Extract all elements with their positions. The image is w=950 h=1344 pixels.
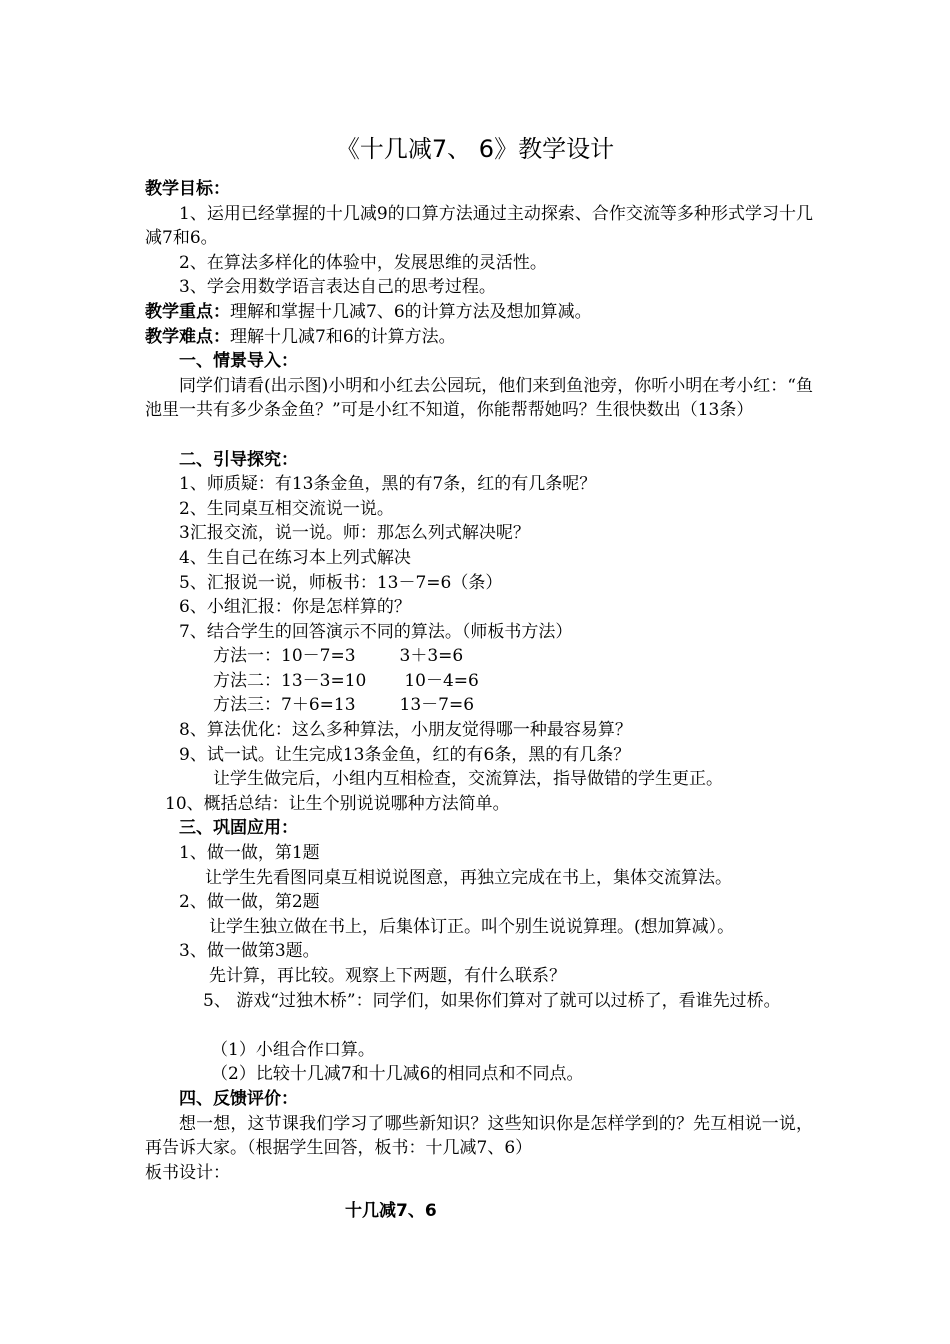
section1-text: 同学们请看(出示图)小明和小红去公园玩，他们来到鱼池旁，你听小明在考小红：“鱼池里一共有多少条金鱼？”可是小红不知道，你能帮帮她吗？生很快数出（13条） xyxy=(145,375,813,421)
section2-item-4: 4、生自己在练习本上列式解决 xyxy=(179,547,411,568)
section2-item-8: 8、算法优化：这么多种算法，小朋友觉得哪一种最容易算？ xyxy=(179,720,632,741)
key-point xyxy=(145,300,813,325)
exercise-3: 3、做一做第3题。 xyxy=(179,941,320,962)
section2-item-2: 2、生同桌互相交流说一说。 xyxy=(179,498,394,519)
exercise-3-note: 先计算，再比较。观察上下两题，有什么联系？ xyxy=(209,966,566,987)
section4-heading: 四、反馈评价： xyxy=(179,1088,298,1109)
board-design-title: 十几减7、6 xyxy=(345,1201,437,1221)
difficulty-text: 理解十几减7和6的计算方法。 xyxy=(230,326,456,347)
section1-heading: 一、情景导入： xyxy=(179,351,298,372)
section4-text: 想一想，这节课我们学习了哪些新知识？这些知识你是怎样学到的？先互相说一说，再告诉大家。（根据学生回答，板书：十几减7、6） xyxy=(145,1113,813,1159)
method-2-first: 方法二：13－3=10 xyxy=(213,670,367,691)
game-sub-1: （1）小组合作口算。 xyxy=(211,1039,375,1060)
section2-item-5: 5、汇报说一说，师板书：13－7=6（条） xyxy=(179,572,503,593)
key-point-label: 教学重点： xyxy=(145,301,230,322)
method-2 xyxy=(145,669,813,694)
section2-item-9: 9、试一试。让生完成13条金鱼，红的有6条，黑的有几条？ xyxy=(179,744,631,765)
objectives-heading: 教学目标： xyxy=(145,179,230,199)
section2-item-6: 6、小组汇报：你是怎样算的？ xyxy=(179,597,411,618)
method-3 xyxy=(145,693,813,718)
exercise-1: 1、做一做，第1题 xyxy=(179,843,320,864)
exercise-2-note: 让学生独立做在书上，后集体订正。叫个别生说说算理。(想加算减）。 xyxy=(209,916,735,937)
difficulty-label: 教学难点： xyxy=(145,326,230,347)
section3-heading: 三、巩固应用： xyxy=(179,818,298,839)
method-1 xyxy=(145,644,813,669)
method-1-second: 3＋3=6 xyxy=(399,646,464,667)
objective-item-1: 1、运用已经掌握的十几减9的口算方法通过主动探索、合作交流等多种形式学习十几减7和6。 xyxy=(145,203,813,249)
document-title: 《十几减7、 6》教学设计 xyxy=(335,135,615,163)
section2-heading: 二、引导探究： xyxy=(179,449,298,470)
section2-item-7: 7、结合学生的回答演示不同的算法。（师板书方法） xyxy=(179,621,573,642)
exercise-2: 2、做一做，第2题 xyxy=(179,892,320,913)
section2-item-1: 1、师质疑：有13条金鱼，黑的有7条，红的有几条呢？ xyxy=(179,474,597,495)
difficulty xyxy=(145,325,813,350)
method-3-second: 13－7=6 xyxy=(399,695,475,716)
objective-item-3: 3、学会用数学语言表达自己的思考过程。 xyxy=(179,277,496,298)
objective-item-2: 2、在算法多样化的体验中，发展思维的灵活性。 xyxy=(179,252,547,273)
board-design-label: 板书设计： xyxy=(145,1162,230,1183)
key-point-text: 理解和掌握十几减7、6的计算方法及想加算减。 xyxy=(230,301,592,322)
exercise-1-note: 让学生先看图同桌互相说说图意，再独立完成在书上，集体交流算法。 xyxy=(205,867,732,888)
document-body xyxy=(145,177,813,1185)
section2-item-3: 3汇报交流，说一说。师：那怎么列式解决呢？ xyxy=(179,523,530,544)
game-text: 5、 游戏“过独木桥”：同学们，如果你们算对了就可以过桥了，看谁先过桥。 xyxy=(203,990,781,1011)
method-1-first: 方法一：10－7=3 xyxy=(213,646,356,667)
method-2-second: 10－4=6 xyxy=(404,670,479,691)
method-3-first: 方法三：7＋6=13 xyxy=(213,695,356,716)
section2-item-10: 10、概括总结：让生个别说说哪种方法简单。 xyxy=(165,793,510,814)
game-sub-2: （2）比较十几减7和十几减6的相同点和不同点。 xyxy=(211,1064,584,1085)
section2-item-9-note: 让学生做完后，小组内互相检查，交流算法，指导做错的学生更正。 xyxy=(213,769,723,790)
